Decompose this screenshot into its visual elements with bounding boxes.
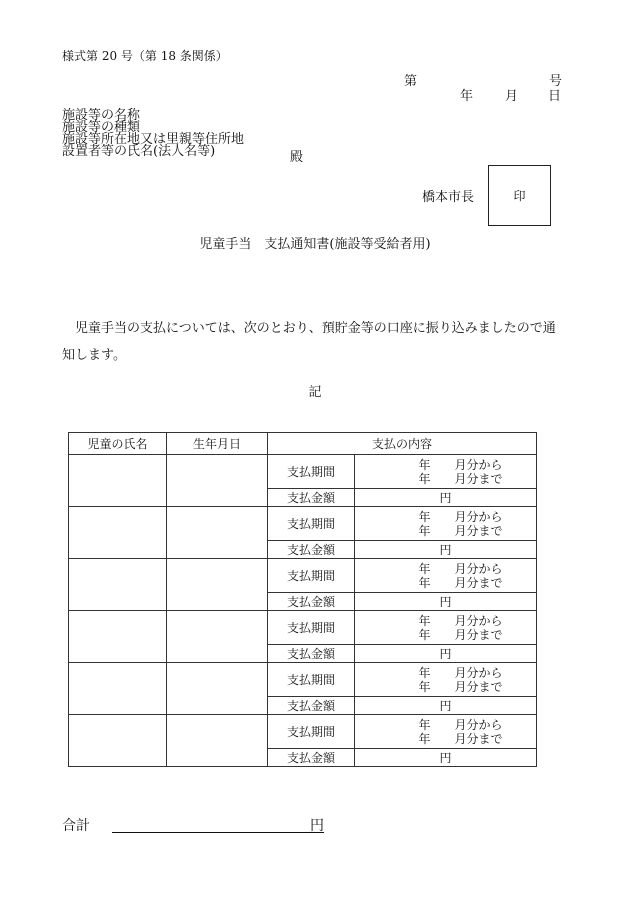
yen-label: 円 <box>439 751 452 765</box>
header-birthdate: 生年月日 <box>167 433 268 455</box>
month-to-label: 月分まで <box>454 523 503 538</box>
date-month: 月 <box>505 89 519 104</box>
month-from-label: 月分から <box>454 613 503 628</box>
year-label: 年 <box>418 665 431 680</box>
year-label: 年 <box>418 627 431 642</box>
month-from-label: 月分から <box>454 457 503 472</box>
year-label: 年 <box>418 457 431 472</box>
total-label: 合計 <box>62 818 90 834</box>
amount-cell[interactable] <box>355 489 537 507</box>
period-label: 支払期間 <box>268 715 355 749</box>
form-number: 様式第 20 号（第 18 条関係） <box>62 49 228 63</box>
period-label: 支払期間 <box>268 663 355 697</box>
facility-name-label: 施設等の名称 <box>62 108 141 123</box>
date-year: 年 <box>460 89 474 104</box>
year-label: 年 <box>418 717 431 732</box>
yen-label: 円 <box>439 699 452 713</box>
amount-label: 支払金額 <box>268 697 355 715</box>
table-row <box>69 663 537 697</box>
month-to-label: 月分まで <box>454 471 503 486</box>
amount-label: 支払金額 <box>268 489 355 507</box>
month-to-label: 月分まで <box>454 575 503 590</box>
honorific: 殿 <box>290 150 304 165</box>
birthdate-cell[interactable] <box>167 663 268 715</box>
yen-label: 円 <box>439 595 452 609</box>
document-number-suffix: 号 <box>549 74 563 89</box>
year-label: 年 <box>418 509 431 524</box>
month-from-label: 月分から <box>454 509 503 524</box>
child-name-cell[interactable] <box>69 507 167 559</box>
addressee-block <box>62 110 244 158</box>
month-from-label: 月分から <box>454 665 503 680</box>
child-name-cell[interactable] <box>69 559 167 611</box>
amount-cell[interactable] <box>355 749 537 767</box>
table-row <box>69 715 537 749</box>
total-amount-field[interactable] <box>112 815 324 833</box>
year-label: 年 <box>418 575 431 590</box>
amount-cell[interactable] <box>355 645 537 663</box>
amount-cell[interactable] <box>355 593 537 611</box>
year-label: 年 <box>418 731 431 746</box>
birthdate-cell[interactable] <box>167 507 268 559</box>
month-to-label: 月分まで <box>454 679 503 694</box>
period-range-cell[interactable] <box>355 455 537 489</box>
period-label: 支払期間 <box>268 507 355 541</box>
period-label: 支払期間 <box>268 559 355 593</box>
child-name-cell[interactable] <box>69 715 167 767</box>
amount-cell[interactable] <box>355 697 537 715</box>
header-payment-content: 支払の内容 <box>268 433 537 455</box>
amount-label: 支払金額 <box>268 749 355 767</box>
facility-address-label: 施設等所在地又は里親等住所地 <box>62 132 245 147</box>
period-range-cell[interactable] <box>355 507 537 541</box>
month-to-label: 月分まで <box>454 731 503 746</box>
amount-label: 支払金額 <box>268 645 355 663</box>
period-range-cell[interactable] <box>355 715 537 749</box>
period-range-cell[interactable] <box>355 663 537 697</box>
document-number-prefix: 第 <box>404 74 418 89</box>
amount-cell[interactable] <box>355 541 537 559</box>
birthdate-cell[interactable] <box>167 455 268 507</box>
period-label: 支払期間 <box>268 611 355 645</box>
child-name-cell[interactable] <box>69 611 167 663</box>
table-row <box>69 611 537 645</box>
header-child-name: 児童の氏名 <box>69 433 167 455</box>
birthdate-cell[interactable] <box>167 611 268 663</box>
payment-table <box>68 432 537 767</box>
total-unit: 円 <box>310 818 324 834</box>
seal-label: 印 <box>513 189 526 203</box>
yen-label: 円 <box>439 543 452 557</box>
month-to-label: 月分まで <box>454 627 503 642</box>
ki-marker: 記 <box>308 385 322 400</box>
issuer-name: 橋本市長 <box>422 190 475 205</box>
amount-label: 支払金額 <box>268 541 355 559</box>
yen-label: 円 <box>439 491 452 505</box>
document-title: 児童手当 支払通知書(施設等受給者用) <box>199 237 431 252</box>
facility-type-label: 施設等の種類 <box>62 120 141 135</box>
month-from-label: 月分から <box>454 717 503 732</box>
table-row <box>69 559 537 593</box>
period-label: 支払期間 <box>268 455 355 489</box>
date-day: 日 <box>548 89 562 104</box>
amount-label: 支払金額 <box>268 593 355 611</box>
birthdate-cell[interactable] <box>167 715 268 767</box>
child-name-cell[interactable] <box>69 663 167 715</box>
year-label: 年 <box>418 523 431 538</box>
body-text: 児童手当の支払については、次のとおり、預貯金等の口座に振り込みましたので通知します。 <box>62 321 556 363</box>
yen-label: 円 <box>439 647 452 661</box>
year-label: 年 <box>418 613 431 628</box>
period-range-cell[interactable] <box>355 559 537 593</box>
founder-name-label: 設置者等の氏名(法人名等) <box>62 144 216 159</box>
year-label: 年 <box>418 679 431 694</box>
child-name-cell[interactable] <box>69 455 167 507</box>
table-row <box>69 455 537 489</box>
seal-box <box>488 165 551 226</box>
table-row <box>69 507 537 541</box>
period-range-cell[interactable] <box>355 611 537 645</box>
birthdate-cell[interactable] <box>167 559 268 611</box>
year-label: 年 <box>418 561 431 576</box>
month-from-label: 月分から <box>454 561 503 576</box>
year-label: 年 <box>418 471 431 486</box>
